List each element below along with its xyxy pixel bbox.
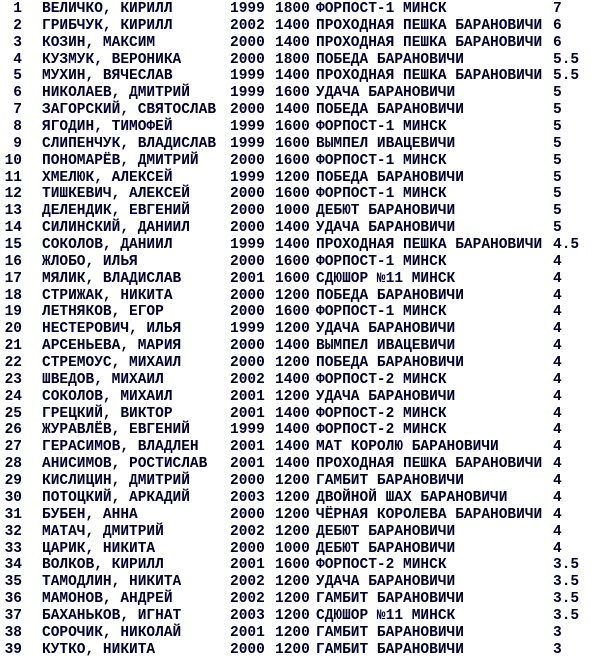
- birth-year-cell: 2000: [230, 473, 265, 490]
- points-cell: 3.5: [553, 557, 580, 574]
- points-cell: 5: [553, 220, 562, 237]
- club-cell: УДАЧА БАРАНОВИЧИ: [316, 220, 456, 237]
- club-cell: ГАМБИТ БАРАНОВИЧИ: [316, 473, 464, 490]
- birth-year-cell: 2000: [230, 355, 265, 372]
- rating-cell: 1400: [275, 371, 310, 388]
- rating-cell: 1200: [275, 473, 310, 490]
- rating-cell: 1200: [275, 607, 310, 624]
- club-cell: ФОРПОСТ-2 МИНСК: [316, 422, 447, 439]
- player-name-cell: ХМЕЛЮК, АЛЕКСЕЙ: [42, 169, 173, 186]
- table-row: [0, 524, 600, 541]
- club-cell: МАТ КОРОЛЮ БАРАНОВИЧИ: [316, 439, 499, 456]
- player-name-cell: СОКОЛОВ, ДАНИИЛ: [42, 237, 173, 254]
- club-cell: ПОБЕДА БАРАНОВИЧИ: [316, 287, 464, 304]
- table-row: [0, 18, 600, 35]
- club-cell: ФОРПОСТ-2 МИНСК: [316, 371, 447, 388]
- points-cell: 4: [553, 506, 562, 523]
- club-cell: ПОБЕДА БАРАНОВИЧИ: [316, 355, 464, 372]
- birth-year-cell: 1999: [230, 68, 265, 85]
- rank-cell: 33: [4, 540, 22, 557]
- player-name-cell: НЕСТЕРОВИЧ, ИЛЬЯ: [42, 321, 182, 338]
- rating-cell: 1200: [275, 355, 310, 372]
- club-cell: УДАЧА БАРАНОВИЧИ: [316, 85, 456, 102]
- rank-cell: 37: [4, 607, 22, 624]
- player-name-cell: НИКОЛАЕВ, ДМИТРИЙ: [42, 85, 190, 102]
- rank-cell: 2: [13, 17, 22, 34]
- club-cell: ВЫМПЕЛ ИВАЦЕВИЧИ: [316, 135, 456, 152]
- points-cell: 4: [553, 405, 562, 422]
- points-cell: 4: [553, 270, 562, 287]
- birth-year-cell: 2003: [230, 607, 265, 624]
- rating-cell: 1200: [275, 489, 310, 506]
- club-cell: УДАЧА БАРАНОВИЧИ: [316, 388, 456, 405]
- birth-year-cell: 2000: [230, 338, 265, 355]
- points-cell: 4: [553, 287, 562, 304]
- table-row: [0, 102, 600, 119]
- rating-cell: 1400: [275, 34, 310, 51]
- club-cell: ФОРПОСТ-1 МИНСК: [316, 119, 447, 136]
- rating-cell: 1400: [275, 237, 310, 254]
- rating-cell: 1600: [275, 270, 310, 287]
- rating-cell: 1800: [275, 51, 310, 68]
- rating-cell: 1600: [275, 253, 310, 270]
- rating-cell: 1000: [275, 203, 310, 220]
- rank-cell: 23: [4, 371, 22, 388]
- rank-cell: 32: [4, 523, 22, 540]
- birth-year-cell: 2002: [230, 591, 265, 608]
- table-row: [0, 557, 600, 574]
- player-name-cell: АНИСИМОВ, РОСТИСЛАВ: [42, 456, 208, 473]
- rank-cell: 39: [4, 641, 22, 658]
- table-row: [0, 170, 600, 187]
- club-cell: ФОРПОСТ-1 МИНСК: [316, 152, 447, 169]
- player-name-cell: ГЕРАСИМОВ, ВЛАДЛЕН: [42, 439, 199, 456]
- table-row: [0, 642, 600, 659]
- birth-year-cell: 1999: [230, 237, 265, 254]
- player-name-cell: АРСЕНЬЕВА, МАРИЯ: [42, 338, 182, 355]
- player-name-cell: МЯЛИК, ВЛАДИСЛАВ: [42, 270, 182, 287]
- points-cell: 5.5: [553, 51, 580, 68]
- birth-year-cell: 2000: [230, 220, 265, 237]
- rank-cell: 29: [4, 473, 22, 490]
- rank-cell: 14: [4, 220, 22, 237]
- table-row: [0, 625, 600, 642]
- rank-cell: 34: [4, 557, 22, 574]
- table-row: [0, 490, 600, 507]
- points-cell: 4: [553, 456, 562, 473]
- rank-cell: 17: [4, 270, 22, 287]
- table-row: [0, 186, 600, 203]
- birth-year-cell: 2003: [230, 489, 265, 506]
- rating-cell: 1400: [275, 17, 310, 34]
- points-cell: 5: [553, 186, 562, 203]
- points-cell: 5: [553, 203, 562, 220]
- birth-year-cell: 1999: [230, 422, 265, 439]
- points-cell: 6: [553, 34, 562, 51]
- table-row: [0, 574, 600, 591]
- points-cell: 5: [553, 169, 562, 186]
- rating-cell: 1600: [275, 557, 310, 574]
- birth-year-cell: 2001: [230, 456, 265, 473]
- rating-cell: 1400: [275, 439, 310, 456]
- club-cell: СДЮШОР №11 МИНСК: [316, 607, 456, 624]
- points-cell: 5: [553, 102, 562, 119]
- table-row: [0, 507, 600, 524]
- player-name-cell: МАМОНОВ, АНДРЕЙ: [42, 591, 173, 608]
- points-cell: 5: [553, 85, 562, 102]
- birth-year-cell: 2000: [230, 102, 265, 119]
- player-name-cell: СИЛИНСКИЙ, ДАНИИЛ: [42, 220, 190, 237]
- points-cell: 5: [553, 135, 562, 152]
- birth-year-cell: 1999: [230, 169, 265, 186]
- points-cell: 4: [553, 338, 562, 355]
- club-cell: ГАМБИТ БАРАНОВИЧИ: [316, 591, 464, 608]
- player-name-cell: МУХИН, ВЯЧЕСЛАВ: [42, 68, 173, 85]
- player-name-cell: ВЕЛИЧКО, КИРИЛЛ: [42, 1, 173, 17]
- table-row: [0, 372, 600, 389]
- club-cell: ПОБЕДА БАРАНОВИЧИ: [316, 51, 464, 68]
- points-cell: 4: [553, 523, 562, 540]
- rating-cell: 1400: [275, 456, 310, 473]
- rank-cell: 18: [4, 287, 22, 304]
- club-cell: ДЕБЮТ БАРАНОВИЧИ: [316, 203, 456, 220]
- player-name-cell: МАТАЧ, ДМИТРИЙ: [42, 523, 164, 540]
- player-name-cell: КУТКО, НИКИТА: [42, 641, 156, 658]
- club-cell: ДЕБЮТ БАРАНОВИЧИ: [316, 540, 456, 557]
- rank-cell: 3: [13, 34, 22, 51]
- club-cell: ЧЁРНАЯ КОРОЛЕВА БАРАНОВИЧИ: [316, 506, 543, 523]
- table-row: [0, 355, 600, 372]
- rating-cell: 1600: [275, 152, 310, 169]
- rating-cell: 1400: [275, 220, 310, 237]
- points-cell: 4: [553, 422, 562, 439]
- table-row: [0, 203, 600, 220]
- points-cell: 3: [553, 624, 562, 641]
- table-row: [0, 422, 600, 439]
- player-name-cell: ПОТОЦКИЙ, АРКАДИЙ: [42, 489, 190, 506]
- player-name-cell: СТРЕМОУС, МИХАИЛ: [42, 355, 182, 372]
- rank-cell: 19: [4, 304, 22, 321]
- player-name-cell: ЗАГОРСКИЙ, СВЯТОСЛАВ: [42, 102, 217, 119]
- player-name-cell: ТИШКЕВИЧ, АЛЕКСЕЙ: [42, 186, 190, 203]
- rating-cell: 1200: [275, 506, 310, 523]
- table-row: [0, 456, 600, 473]
- club-cell: ПРОХОДНАЯ ПЕШКА БАРАНОВИЧИ: [316, 237, 543, 254]
- table-row: [0, 304, 600, 321]
- rank-cell: 11: [4, 169, 22, 186]
- points-cell: 6: [553, 17, 562, 34]
- club-cell: ДВОЙНОЙ ШАХ БАРАНОВИЧИ: [316, 489, 508, 506]
- table-row: [0, 288, 600, 305]
- player-name-cell: БУБЕН, АННА: [42, 506, 138, 523]
- club-cell: ФОРПОСТ-1 МИНСК: [316, 186, 447, 203]
- table-row: [0, 119, 600, 136]
- table-row: [0, 321, 600, 338]
- table-row: [0, 608, 600, 625]
- rating-cell: 1200: [275, 321, 310, 338]
- player-name-cell: БАХАНЬКОВ, ИГНАТ: [42, 607, 182, 624]
- birth-year-cell: 2002: [230, 523, 265, 540]
- points-cell: 4.5: [553, 237, 580, 254]
- rating-cell: 1200: [275, 591, 310, 608]
- club-cell: ПРОХОДНАЯ ПЕШКА БАРАНОВИЧИ: [316, 68, 543, 85]
- birth-year-cell: 2000: [230, 34, 265, 51]
- rank-cell: 22: [4, 355, 22, 372]
- player-name-cell: ЦАРИК, НИКИТА: [42, 540, 156, 557]
- birth-year-cell: 2001: [230, 405, 265, 422]
- rating-cell: 1400: [275, 338, 310, 355]
- player-name-cell: СОКОЛОВ, МИХАИЛ: [42, 388, 173, 405]
- points-cell: 4: [553, 489, 562, 506]
- club-cell: ДЕБЮТ БАРАНОВИЧИ: [316, 523, 456, 540]
- points-cell: 3.5: [553, 574, 580, 591]
- rank-cell: 6: [13, 85, 22, 102]
- rank-cell: 4: [13, 51, 22, 68]
- rating-cell: 1200: [275, 287, 310, 304]
- player-name-cell: ГРЕЦКИЙ, ВИКТОР: [42, 405, 173, 422]
- points-cell: 3: [553, 641, 562, 658]
- table-row: [0, 136, 600, 153]
- player-name-cell: ШВЕДОВ, МИХАИЛ: [42, 371, 164, 388]
- rank-cell: 31: [4, 506, 22, 523]
- points-cell: 4: [553, 355, 562, 372]
- player-name-cell: КУЗМУК, ВЕРОНИКА: [42, 51, 182, 68]
- player-name-cell: СЛИПЕНЧУК, ВЛАДИСЛАВ: [42, 135, 217, 152]
- points-cell: 4: [553, 371, 562, 388]
- rank-cell: 30: [4, 489, 22, 506]
- table-row: [0, 254, 600, 271]
- player-name-cell: СТРИЖАК, НИКИТА: [42, 287, 173, 304]
- rating-cell: 1600: [275, 85, 310, 102]
- player-name-cell: ПОНОМАРЁВ, ДМИТРИЙ: [42, 152, 199, 169]
- rank-cell: 25: [4, 405, 22, 422]
- club-cell: УДАЧА БАРАНОВИЧИ: [316, 574, 456, 591]
- birth-year-cell: 2001: [230, 270, 265, 287]
- points-cell: 7: [553, 1, 562, 17]
- rank-cell: 27: [4, 439, 22, 456]
- birth-year-cell: 2000: [230, 152, 265, 169]
- table-row: [0, 1, 600, 18]
- rating-cell: 1800: [275, 1, 310, 17]
- table-row: [0, 473, 600, 490]
- club-cell: ФОРПОСТ-2 МИНСК: [316, 557, 447, 574]
- rating-cell: 1600: [275, 186, 310, 203]
- club-cell: УДАЧА БАРАНОВИЧИ: [316, 321, 456, 338]
- club-cell: ФОРПОСТ-1 МИНСК: [316, 1, 447, 17]
- points-cell: 4: [553, 473, 562, 490]
- club-cell: ПРОХОДНАЯ ПЕШКА БАРАНОВИЧИ: [316, 17, 543, 34]
- table-row: [0, 237, 600, 254]
- points-cell: 4: [553, 253, 562, 270]
- birth-year-cell: 2001: [230, 557, 265, 574]
- player-name-cell: КИСЛИЦИН, ДМИТРИЙ: [42, 473, 190, 490]
- rank-cell: 13: [4, 203, 22, 220]
- club-cell: ПОБЕДА БАРАНОВИЧИ: [316, 102, 464, 119]
- points-cell: 3.5: [553, 591, 580, 608]
- rating-cell: 1600: [275, 119, 310, 136]
- birth-year-cell: 2000: [230, 287, 265, 304]
- rating-cell: 1200: [275, 169, 310, 186]
- birth-year-cell: 2002: [230, 574, 265, 591]
- rank-cell: 21: [4, 338, 22, 355]
- table-row: [0, 591, 600, 608]
- table-row: [0, 220, 600, 237]
- birth-year-cell: 1999: [230, 85, 265, 102]
- rank-cell: 8: [13, 119, 22, 136]
- table-row: [0, 541, 600, 558]
- rating-cell: 1200: [275, 523, 310, 540]
- rating-cell: 1000: [275, 540, 310, 557]
- rank-cell: 10: [4, 152, 22, 169]
- birth-year-cell: 2000: [230, 540, 265, 557]
- rating-cell: 1200: [275, 388, 310, 405]
- rank-cell: 36: [4, 591, 22, 608]
- club-cell: СДЮШОР №11 МИНСК: [316, 270, 456, 287]
- club-cell: ФОРПОСТ-1 МИНСК: [316, 253, 447, 270]
- player-name-cell: ЖЛОБО, ИЛЬЯ: [42, 253, 138, 270]
- table-row: [0, 68, 600, 85]
- table-row: [0, 35, 600, 52]
- points-cell: 4: [553, 388, 562, 405]
- table-row: [0, 52, 600, 69]
- points-cell: 4: [553, 540, 562, 557]
- rating-cell: 1400: [275, 68, 310, 85]
- player-name-cell: ГРИБЧУК, КИРИЛЛ: [42, 17, 173, 34]
- birth-year-cell: 2000: [230, 186, 265, 203]
- table-row: [0, 389, 600, 406]
- player-name-cell: ВОЛКОВ, КИРИЛЛ: [42, 557, 164, 574]
- club-cell: ВЫМПЕЛ ИВАЦЕВИЧИ: [316, 338, 456, 355]
- club-cell: ГАМБИТ БАРАНОВИЧИ: [316, 624, 464, 641]
- rating-cell: 1400: [275, 405, 310, 422]
- rank-cell: 7: [13, 102, 22, 119]
- table-row: [0, 338, 600, 355]
- rank-cell: 38: [4, 624, 22, 641]
- table-row: [0, 85, 600, 102]
- table-row: [0, 439, 600, 456]
- rank-cell: 12: [4, 186, 22, 203]
- club-cell: ПРОХОДНАЯ ПЕШКА БАРАНОВИЧИ: [316, 456, 543, 473]
- points-cell: 5: [553, 119, 562, 136]
- points-cell: 4: [553, 304, 562, 321]
- table-row: [0, 271, 600, 288]
- rating-cell: 1400: [275, 422, 310, 439]
- rating-cell: 1200: [275, 574, 310, 591]
- birth-year-cell: 2002: [230, 371, 265, 388]
- birth-year-cell: 2000: [230, 304, 265, 321]
- rank-cell: 24: [4, 388, 22, 405]
- points-cell: 4: [553, 439, 562, 456]
- club-cell: ПРОХОДНАЯ ПЕШКА БАРАНОВИЧИ: [316, 34, 543, 51]
- rating-cell: 1400: [275, 102, 310, 119]
- birth-year-cell: 2001: [230, 388, 265, 405]
- points-cell: 5: [553, 152, 562, 169]
- rating-cell: 1200: [275, 624, 310, 641]
- birth-year-cell: 2000: [230, 253, 265, 270]
- rank-cell: 9: [13, 135, 22, 152]
- points-cell: 3.5: [553, 607, 580, 624]
- rating-cell: 1600: [275, 135, 310, 152]
- player-name-cell: ДЕЛЕНДИК, ЕВГЕНИЙ: [42, 203, 190, 220]
- rank-cell: 35: [4, 574, 22, 591]
- player-name-cell: ЖУРАВЛЁВ, ЕВГЕНИЙ: [42, 422, 190, 439]
- rank-cell: 28: [4, 456, 22, 473]
- club-cell: ФОРПОСТ-1 МИНСК: [316, 304, 447, 321]
- birth-year-cell: 1999: [230, 1, 265, 17]
- birth-year-cell: 2000: [230, 203, 265, 220]
- club-cell: ГАМБИТ БАРАНОВИЧИ: [316, 641, 464, 658]
- birth-year-cell: 2000: [230, 641, 265, 658]
- player-name-cell: ТАМОДЛИН, НИКИТА: [42, 574, 182, 591]
- points-cell: 4: [553, 321, 562, 338]
- rank-cell: 5: [13, 68, 22, 85]
- club-cell: ПОБЕДА БАРАНОВИЧИ: [316, 169, 464, 186]
- table-row: [0, 406, 600, 423]
- birth-year-cell: 1999: [230, 321, 265, 338]
- rank-cell: 1: [13, 1, 22, 17]
- player-name-cell: КОЗИН, МАКСИМ: [42, 34, 156, 51]
- player-name-cell: ЯГОДИН, ТИМОФЕЙ: [42, 119, 173, 136]
- rank-cell: 26: [4, 422, 22, 439]
- table-row: [0, 153, 600, 170]
- birth-year-cell: 2000: [230, 51, 265, 68]
- rank-cell: 20: [4, 321, 22, 338]
- club-cell: ФОРПОСТ-2 МИНСК: [316, 405, 447, 422]
- rank-cell: 16: [4, 253, 22, 270]
- birth-year-cell: 2001: [230, 624, 265, 641]
- points-cell: 5.5: [553, 68, 580, 85]
- rating-cell: 1200: [275, 641, 310, 658]
- rating-cell: 1600: [275, 304, 310, 321]
- player-name-cell: СОРОЧИК, НИКОЛАЙ: [42, 624, 182, 641]
- birth-year-cell: 2000: [230, 506, 265, 523]
- player-name-cell: ЛЕТНЯКОВ, ЕГОР: [42, 304, 164, 321]
- rank-cell: 15: [4, 237, 22, 254]
- birth-year-cell: 1999: [230, 119, 265, 136]
- birth-year-cell: 2001: [230, 439, 265, 456]
- birth-year-cell: 2002: [230, 17, 265, 34]
- birth-year-cell: 1999: [230, 135, 265, 152]
